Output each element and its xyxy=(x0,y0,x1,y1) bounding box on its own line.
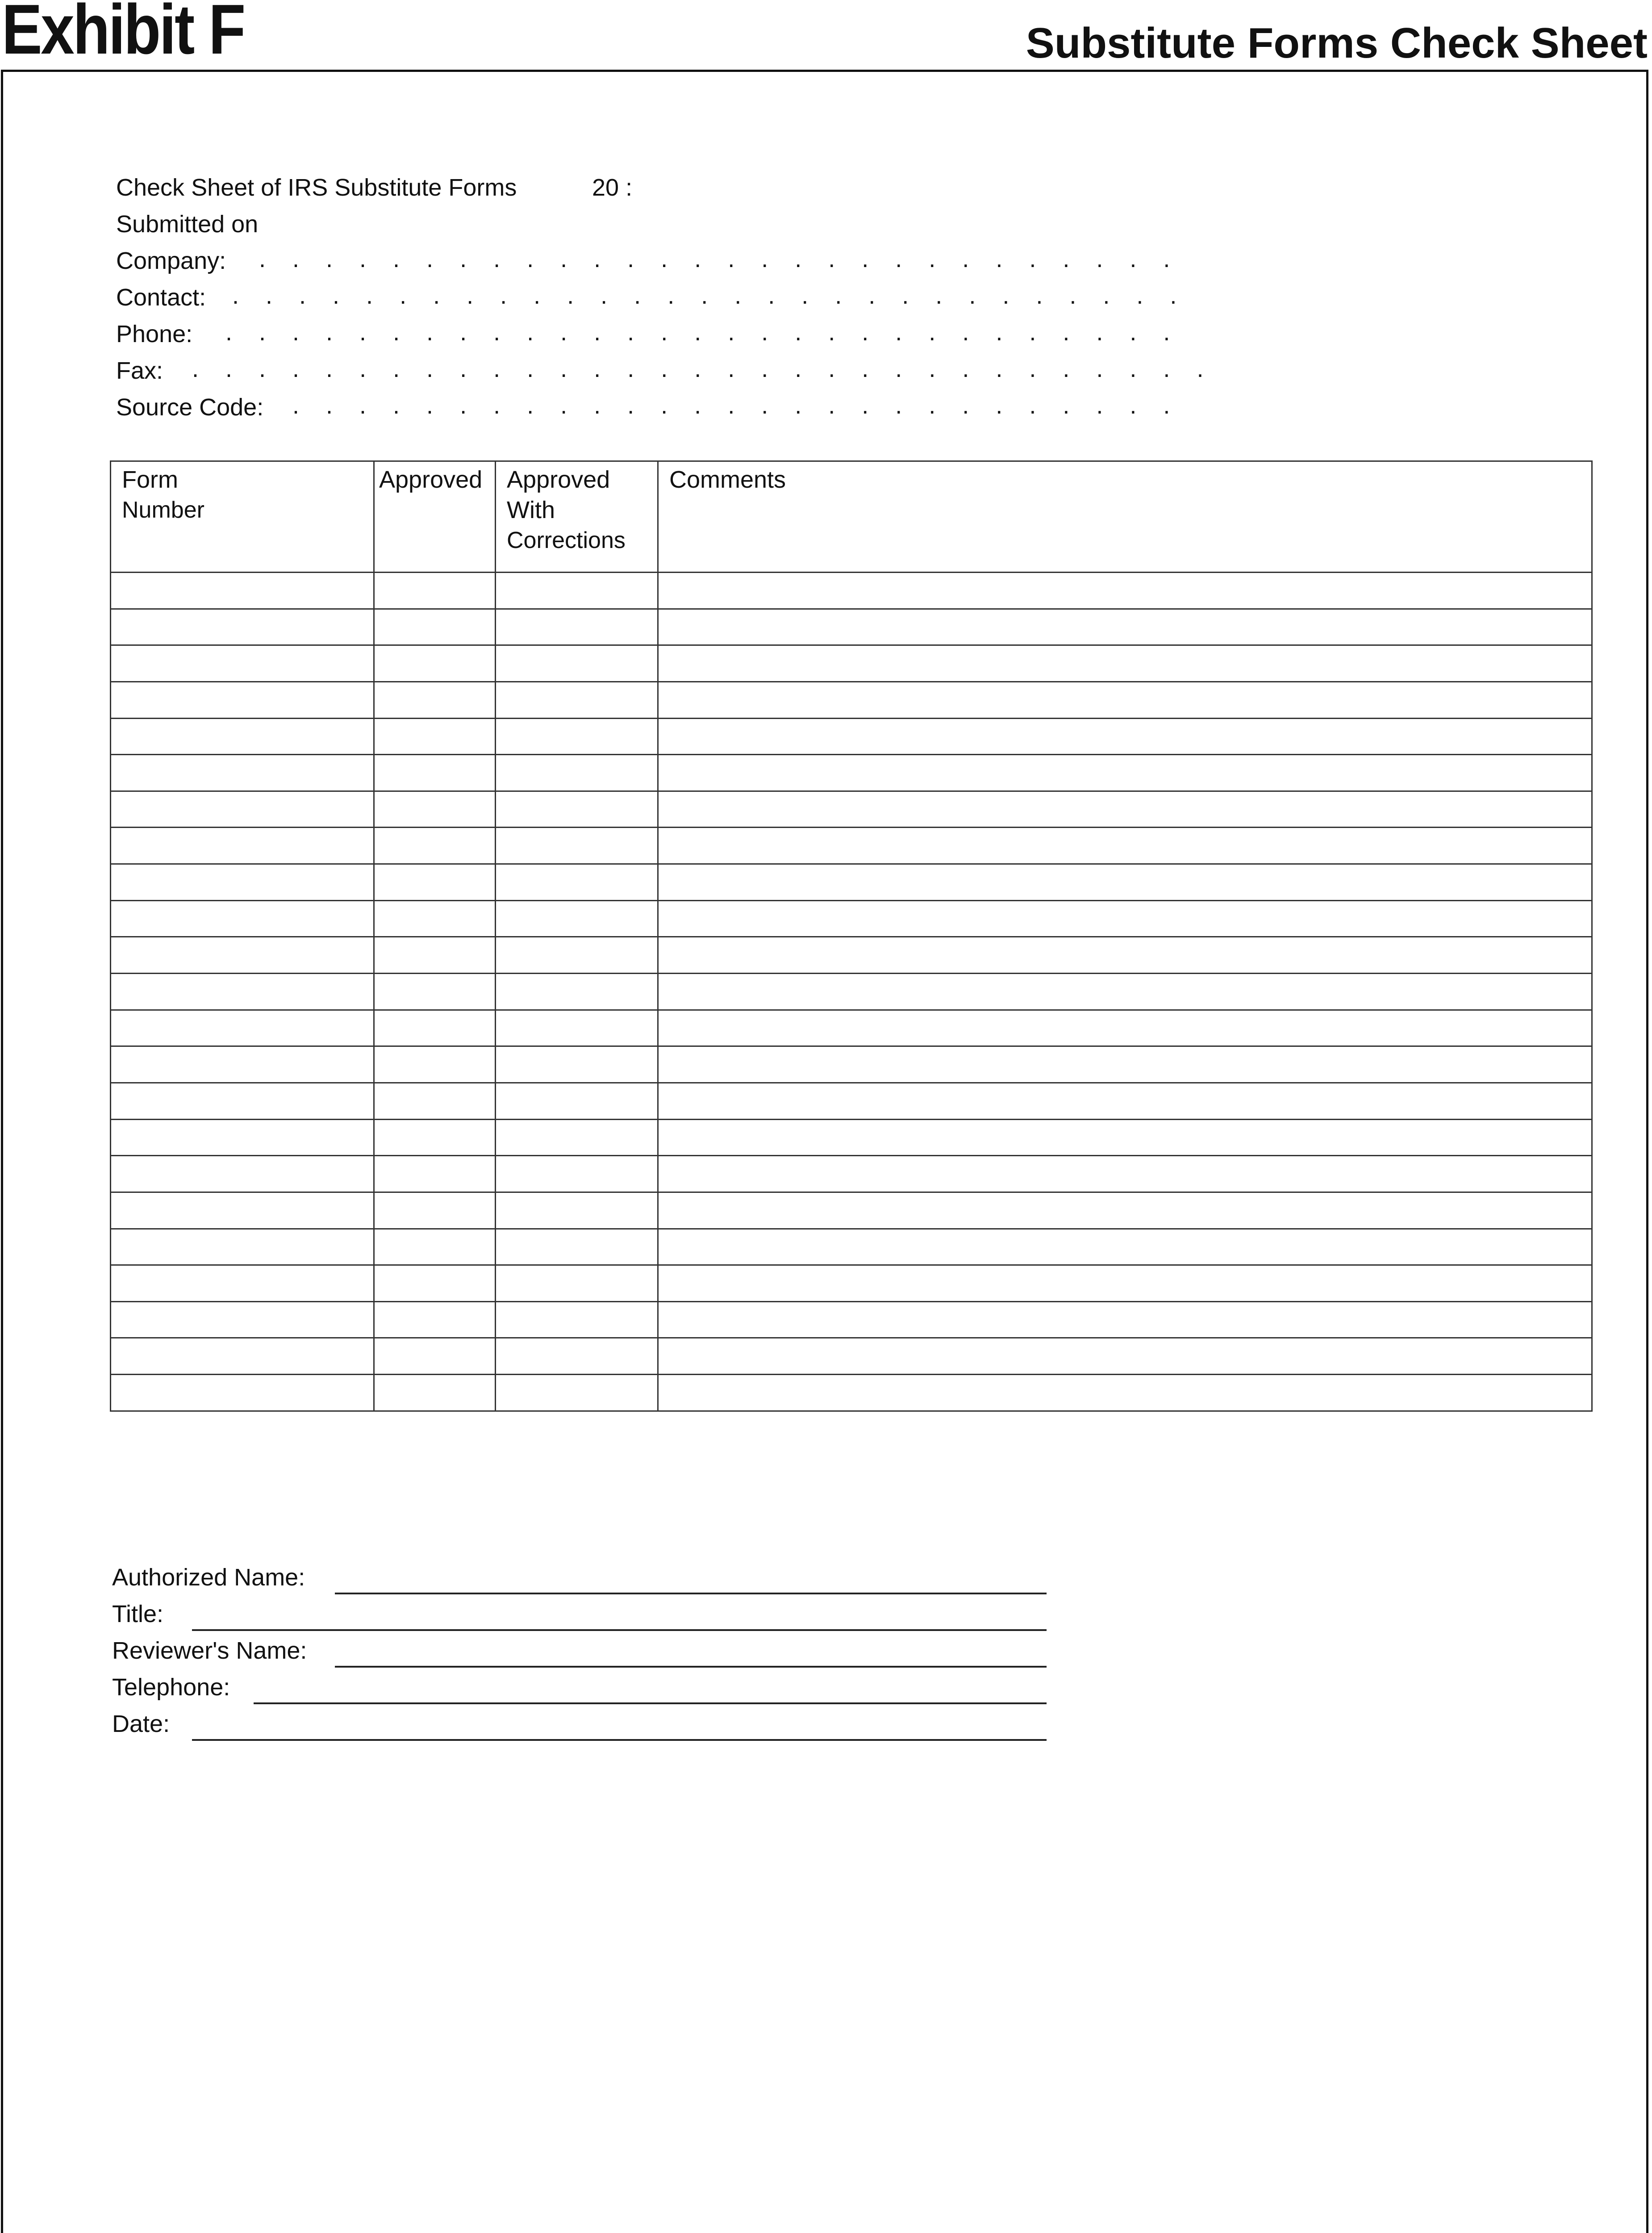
comments-cell[interactable] xyxy=(658,1010,1592,1046)
approved-with-corrections-cell[interactable] xyxy=(496,937,658,974)
comments-cell[interactable] xyxy=(658,1338,1592,1375)
approved-cell[interactable] xyxy=(374,1046,496,1083)
table-row xyxy=(111,791,1592,828)
comments-cell[interactable] xyxy=(658,974,1592,1010)
approved-with-corrections-cell[interactable] xyxy=(496,1375,658,1411)
reviewer-name-label: Reviewer's Name: xyxy=(112,1637,307,1664)
intro-year: 20 : xyxy=(592,174,633,201)
table-row xyxy=(111,900,1592,937)
approved-cell[interactable] xyxy=(374,1375,496,1411)
table-row xyxy=(111,718,1592,755)
table-row xyxy=(111,1229,1592,1265)
form-number-cell[interactable] xyxy=(111,937,374,974)
authorized-name-line[interactable] xyxy=(335,1593,1047,1594)
phone-label: Phone: xyxy=(116,321,193,347)
intro-line-2: Submitted on xyxy=(116,211,259,238)
approved-cell[interactable] xyxy=(374,791,496,828)
form-number-cell[interactable] xyxy=(111,718,374,755)
table-row xyxy=(111,937,1592,974)
approved-cell[interactable] xyxy=(374,1301,496,1338)
approved-cell[interactable] xyxy=(374,1229,496,1265)
form-number-cell[interactable] xyxy=(111,645,374,682)
contact-label: Contact: xyxy=(116,284,206,311)
approved-with-corrections-cell[interactable] xyxy=(496,645,658,682)
form-number-cell[interactable] xyxy=(111,1156,374,1192)
comments-cell[interactable] xyxy=(658,1156,1592,1192)
comments-cell[interactable] xyxy=(658,1375,1592,1411)
table-body xyxy=(111,573,1592,1411)
form-number-cell[interactable] xyxy=(111,682,374,718)
form-number-cell[interactable] xyxy=(111,1119,374,1156)
table-row xyxy=(111,645,1592,682)
approved-cell[interactable] xyxy=(374,1265,496,1302)
form-number-cell[interactable] xyxy=(111,791,374,828)
comments-cell[interactable] xyxy=(658,1119,1592,1156)
approved-cell[interactable] xyxy=(374,937,496,974)
comments-cell[interactable] xyxy=(658,1046,1592,1083)
approved-cell[interactable] xyxy=(374,573,496,609)
table-row xyxy=(111,1338,1592,1375)
form-number-cell[interactable] xyxy=(111,1265,374,1302)
table-row xyxy=(111,1083,1592,1119)
approved-cell[interactable] xyxy=(374,1010,496,1046)
table-header-row xyxy=(111,461,1592,573)
fax-field[interactable]: . . . . . . . . . . . . . . . . . . . . . . . . . . . . . . . xyxy=(192,355,1204,382)
approved-cell[interactable] xyxy=(374,900,496,937)
approved-with-corrections-cell[interactable] xyxy=(496,1046,658,1083)
table-row xyxy=(111,828,1592,864)
approved-header: Approved xyxy=(374,461,496,573)
approved-cell[interactable] xyxy=(374,755,496,791)
approved-with-corrections-cell[interactable] xyxy=(496,573,658,609)
comments-cell[interactable] xyxy=(658,573,1592,609)
form-number-cell[interactable] xyxy=(111,828,374,864)
approved-with-corrections-cell[interactable] xyxy=(496,1083,658,1119)
form-number-cell[interactable] xyxy=(111,609,374,645)
approved-with-corrections-cell[interactable] xyxy=(496,755,658,791)
table-row xyxy=(111,1119,1592,1156)
comments-cell[interactable] xyxy=(658,1265,1592,1302)
comments-cell[interactable] xyxy=(658,900,1592,937)
approved-cell[interactable] xyxy=(374,1119,496,1156)
comments-cell[interactable] xyxy=(658,718,1592,755)
table-row xyxy=(111,682,1592,718)
phone-field[interactable]: . . . . . . . . . . . . . . . . . . . . . . . . . . . . . xyxy=(225,319,1170,346)
table-row xyxy=(111,755,1592,791)
title-line[interactable] xyxy=(192,1629,1047,1631)
company-label: Company: xyxy=(116,247,226,274)
comments-cell[interactable] xyxy=(658,755,1592,791)
fax-label: Fax: xyxy=(116,357,163,384)
form-number-cell[interactable] xyxy=(111,1338,374,1375)
form-number-cell[interactable] xyxy=(111,974,374,1010)
date-line[interactable] xyxy=(192,1739,1047,1741)
form-number-header-line2: Number xyxy=(122,497,204,523)
form-number-header-line1: Form xyxy=(122,466,178,493)
comments-cell[interactable] xyxy=(658,1229,1592,1265)
approved-cell[interactable] xyxy=(374,1338,496,1375)
approved-with-corrections-cell[interactable] xyxy=(496,791,658,828)
approved-cell[interactable] xyxy=(374,645,496,682)
approved-cell[interactable] xyxy=(374,828,496,864)
table-row xyxy=(111,609,1592,645)
source-code-field[interactable]: . . . . . . . . . . . . . . . . . . . . . . . . . . . xyxy=(292,392,1170,419)
approved-with-corrections-cell[interactable] xyxy=(496,828,658,864)
approved-with-corrections-cell[interactable] xyxy=(496,974,658,1010)
table-row xyxy=(111,864,1592,901)
source-code-label: Source Code: xyxy=(116,394,264,421)
approved-with-corrections-line3: Corrections xyxy=(507,527,626,553)
approved-cell[interactable] xyxy=(374,682,496,718)
form-number-cell[interactable] xyxy=(111,1229,374,1265)
approved-with-corrections-line1: Approved xyxy=(507,466,610,493)
comments-cell[interactable] xyxy=(658,645,1592,682)
comments-cell[interactable] xyxy=(658,937,1592,974)
form-number-cell[interactable] xyxy=(111,573,374,609)
approved-with-corrections-cell[interactable] xyxy=(496,1156,658,1192)
form-number-cell[interactable] xyxy=(111,864,374,901)
form-number-cell[interactable] xyxy=(111,900,374,937)
form-number-header xyxy=(111,461,374,573)
approved-cell[interactable] xyxy=(374,1083,496,1119)
intro-line-1: Check Sheet of IRS Substitute Forms xyxy=(116,174,517,201)
form-number-cell[interactable] xyxy=(111,1083,374,1119)
comments-cell[interactable] xyxy=(658,682,1592,718)
comments-cell[interactable] xyxy=(658,791,1592,828)
comments-cell[interactable] xyxy=(658,1301,1592,1338)
table-row xyxy=(111,974,1592,1010)
approved-cell[interactable] xyxy=(374,609,496,645)
table-row xyxy=(111,1265,1592,1302)
contact-field[interactable]: . . . . . . . . . . . . . . . . . . . . . . . . . . . . . xyxy=(232,282,1177,309)
approved-with-corrections-header xyxy=(496,461,658,573)
approved-with-corrections-cell[interactable] xyxy=(496,718,658,755)
table-row xyxy=(111,573,1592,609)
approved-with-corrections-cell[interactable] xyxy=(496,1119,658,1156)
reviewer-name-line[interactable] xyxy=(335,1666,1047,1668)
form-number-cell[interactable] xyxy=(111,1192,374,1229)
approved-with-corrections-cell[interactable] xyxy=(496,900,658,937)
approved-with-corrections-line2: With xyxy=(507,497,555,523)
approved-with-corrections-cell[interactable] xyxy=(496,864,658,901)
form-number-cell[interactable] xyxy=(111,1046,374,1083)
approved-cell[interactable] xyxy=(374,864,496,901)
form-number-cell[interactable] xyxy=(111,1301,374,1338)
exhibit-label: Exhibit F xyxy=(2,0,244,69)
approved-with-corrections-cell[interactable] xyxy=(496,1192,658,1229)
table-row xyxy=(111,1375,1592,1411)
approved-with-corrections-cell[interactable] xyxy=(496,682,658,718)
table-row xyxy=(111,1301,1592,1338)
form-number-cell[interactable] xyxy=(111,1375,374,1411)
comments-cell[interactable] xyxy=(658,828,1592,864)
approved-cell[interactable] xyxy=(374,974,496,1010)
comments-cell[interactable] xyxy=(658,609,1592,645)
table-row xyxy=(111,1192,1592,1229)
telephone-line[interactable] xyxy=(254,1702,1047,1704)
comments-cell[interactable] xyxy=(658,1192,1592,1229)
date-label: Date: xyxy=(112,1710,170,1737)
authorized-name-label: Authorized Name: xyxy=(112,1564,305,1591)
title-label: Title: xyxy=(112,1601,164,1627)
form-number-cell[interactable] xyxy=(111,755,374,791)
approved-with-corrections-cell[interactable] xyxy=(496,1229,658,1265)
approved-cell[interactable] xyxy=(374,1192,496,1229)
approved-with-corrections-cell[interactable] xyxy=(496,1010,658,1046)
approved-cell[interactable] xyxy=(374,718,496,755)
comments-cell[interactable] xyxy=(658,864,1592,901)
table-row xyxy=(111,1156,1592,1192)
table-row xyxy=(111,1046,1592,1083)
form-number-cell[interactable] xyxy=(111,1010,374,1046)
approved-with-corrections-cell[interactable] xyxy=(496,1301,658,1338)
approved-with-corrections-cell[interactable] xyxy=(496,1265,658,1302)
forms-table xyxy=(110,460,1593,1412)
telephone-label: Telephone: xyxy=(112,1674,230,1701)
approved-with-corrections-cell[interactable] xyxy=(496,1338,658,1375)
comments-cell[interactable] xyxy=(658,1083,1592,1119)
approved-cell[interactable] xyxy=(374,1156,496,1192)
comments-header: Comments xyxy=(658,461,1592,573)
approved-with-corrections-cell[interactable] xyxy=(496,609,658,645)
company-field[interactable]: . . . . . . . . . . . . . . . . . . . . . . . . . . . . xyxy=(259,246,1170,272)
table-row xyxy=(111,1010,1592,1046)
page-title: Substitute Forms Check Sheet xyxy=(1026,19,1648,67)
